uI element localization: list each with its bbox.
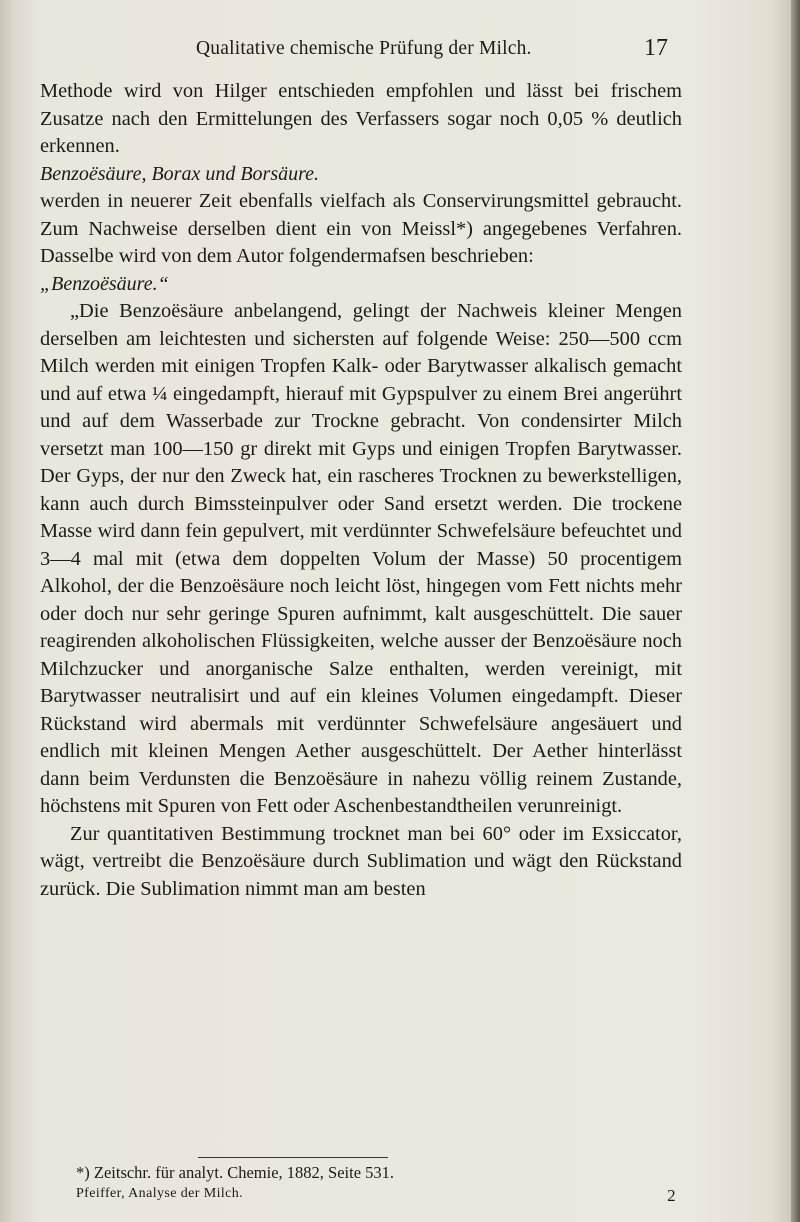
paragraph-conservirung: werden in neuerer Zeit ebenfalls vielfach als Conservirungsmittel gebraucht. Zum Nachweise derselben dient ein von Meissl*) angegebenes Verfahren. Dasselbe wird von dem Autor folgendermafsen beschrieben: (40, 190, 682, 267)
page-header (0, 35, 800, 68)
section-heading: Benzoësäure, Borax und Borsäure. (40, 162, 320, 185)
page-number: 17 (644, 35, 668, 61)
quote-heading: „Benzoësäure.“ (40, 272, 169, 295)
paragraph-methode: Methode wird von Hilger entschieden empfohlen und lässt bei frischem Zusatze nach den Ermittelungen des Verfassers sogar noch 0,05 % deutlich erkennen. (40, 80, 682, 157)
paragraph-quoted-procedure: „Die Benzoësäure anbelangend, gelingt der Nachweis kleiner Mengen derselben am leichtesten und sichersten auf folgende Weise: 250—500 ccm Milch werden mit einigen Tropfen Kalk- oder Barytwasser alkalisch gemacht und auf etwa ¼ eingedampft, hierauf mit Gypspulver zu einem Brei angerührt und auf dem Wasserbade zur Trockne gebracht. Von condensirter Milch versetzt man 100—150 gr direkt mit Gyps und einigen Tropfen Barytwasser. Der Gyps, der nur den Zweck hat, ein rascheres Trocknen zu bewerkstelligen, kann auch durch Bimssteinpulver oder Sand ersetzt werden. Die trockene Masse wird dann fein gepulvert, mit verdünnter Schwefelsäure befeuchtet und 3—4 mal mit (etwa dem doppelten Volum der Masse) 50 procentigem Alkohol, der die Benzoësäure noch leicht löst, hingegen vom Fett nichts mehr oder doch nur sehr geringe Spuren aufnimmt, kalt ausgeschüttelt. Die sauer reagirenden alkoholischen Flüssigkeiten, welche ausser der Benzoësäure noch Milchzucker und anorganische Salze enthalten, werden vereinigt, mit Barytwasser neutralisirt und auf ein kleines Volumen eingedampft. Dieser Rückstand wird abermals mit verdünnter Schwefelsäure angesäuert und endlich mit kleinen Mengen Aether ausgeschüttelt. Der Aether hinterlässt dann beim Verdunsten die Benzoësäure in nahezu völlig reinem Zustande, höchstens mit Spuren von Fett oder Aschenbestandtheilen verunreinigt. (40, 300, 682, 817)
paragraph-quantitative: Zur quantitativen Bestimmung trocknet man bei 60° oder im Exsiccator, wägt, vertreibt die Benzoësäure durch Sublimation und wägt den Rückstand zurück. Die Sublimation nimmt man am besten (40, 822, 682, 900)
footnote: *) Zeitschr. für analyt. Chemie, 1882, Seite 531. (76, 1163, 395, 1182)
body-text (40, 78, 682, 903)
page-edge-shadow (791, 0, 800, 1222)
signature-mark: 2 (667, 1186, 676, 1205)
publisher-line (76, 1186, 676, 1205)
running-title: Qualitative chemische Prüfung der Milch. (196, 38, 532, 59)
publisher-text: Pfeiffer, Analyse der Milch. (76, 1186, 244, 1201)
footnote-divider (198, 1157, 388, 1158)
